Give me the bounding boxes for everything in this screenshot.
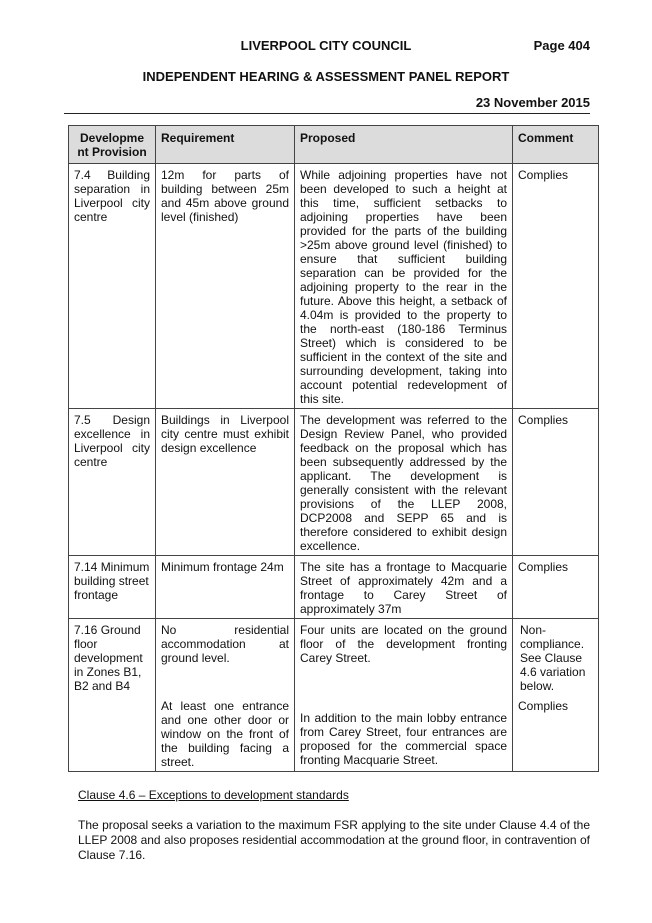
comment-cell: Complies <box>513 556 599 619</box>
proposed-cell-secondary: In addition to the main lobby entrance from Carey Street, four entrances are proposed for the commercial space fronting Macquarie Street. <box>295 695 513 772</box>
table-row <box>69 409 599 556</box>
clause-heading: Clause 4.6 – Exceptions to development standards <box>78 788 349 802</box>
column-header-requirement: Requirement <box>156 126 295 164</box>
clause-paragraph: The proposal seeks a variation to the maximum FSR applying to the site under Clause 4.4 of the LLEP 2008 and also proposes residential accommodation at the ground floor, in contravention of Clause 7.16. <box>78 818 590 862</box>
column-header-provision: Developme nt Provision <box>69 126 156 164</box>
requirement-cell: No residential accommodation at ground level. <box>156 619 295 696</box>
page-number: Page 404 <box>533 38 590 53</box>
comment-cell-secondary: Complies <box>513 695 599 772</box>
proposed-cell: The site has a frontage to Macquarie Street of approximately 42m and a frontage to Carey Street of approximately 37m <box>295 556 513 619</box>
council-name: LIVERPOOL CITY COUNCIL <box>240 38 412 53</box>
requirement-cell: 12m for parts of building between 25m and 45m above ground level (finished) <box>156 164 295 409</box>
header-divider <box>64 113 590 114</box>
report-title: INDEPENDENT HEARING & ASSESSMENT PANEL REPORT <box>142 69 510 84</box>
table-row <box>69 556 599 619</box>
provision-cell: 7.14 Minimum building street frontage <box>69 556 156 619</box>
proposed-cell: While adjoining properties have not been developed to such a height at this time, sufficient setbacks to adjoining properties have been provided for the parts of the building >25m above ground level (finished) to ensure that sufficient building separation can be provided for the adjoining property to the rear in the future. Above this height, a setback of 4.04m is provided to the property to the north-east (180-186 Terminus Street) which is considered to be sufficient in the context of the site and surrounding development, taking into account potential redevelopment of this site. <box>295 164 513 409</box>
table-header-row <box>69 126 599 164</box>
provision-cell: 7.5 Design excellence in Liverpool city centre <box>69 409 156 556</box>
provision-cell: 7.4 Building separation in Liverpool city centre <box>69 164 156 409</box>
column-header-proposed: Proposed <box>295 126 513 164</box>
column-header-comment: Comment <box>513 126 599 164</box>
proposed-cell: The development was referred to the Design Review Panel, who provided feedback on the proposal which has been subsequently addressed by the applicant. The development is generally consistent with the relevant provisions of the LLEP 2008, DCP2008 and SEPP 65 and is therefore considered to exhibit design excellence. <box>295 409 513 556</box>
comment-cell: Non-compliance. See Clause 4.6 variation below. <box>513 619 599 696</box>
provision-cell: 7.16 Ground floor development in Zones B1, B2 and B4 <box>69 619 156 772</box>
report-date: 23 November 2015 <box>475 95 590 110</box>
page-header <box>0 38 652 56</box>
requirement-cell: Minimum frontage 24m <box>156 556 295 619</box>
compliance-table <box>68 125 599 772</box>
table-row <box>69 619 599 696</box>
proposed-cell: Four units are located on the ground floor of the development fronting Carey Street. <box>295 619 513 696</box>
comment-cell: Complies <box>513 409 599 556</box>
table-row <box>69 164 599 409</box>
requirement-cell-secondary: At least one entrance and one other door or window on the front of the building facing a street. <box>156 695 295 772</box>
comment-cell: Complies <box>513 164 599 409</box>
requirement-cell: Buildings in Liverpool city centre must exhibit design excellence <box>156 409 295 556</box>
